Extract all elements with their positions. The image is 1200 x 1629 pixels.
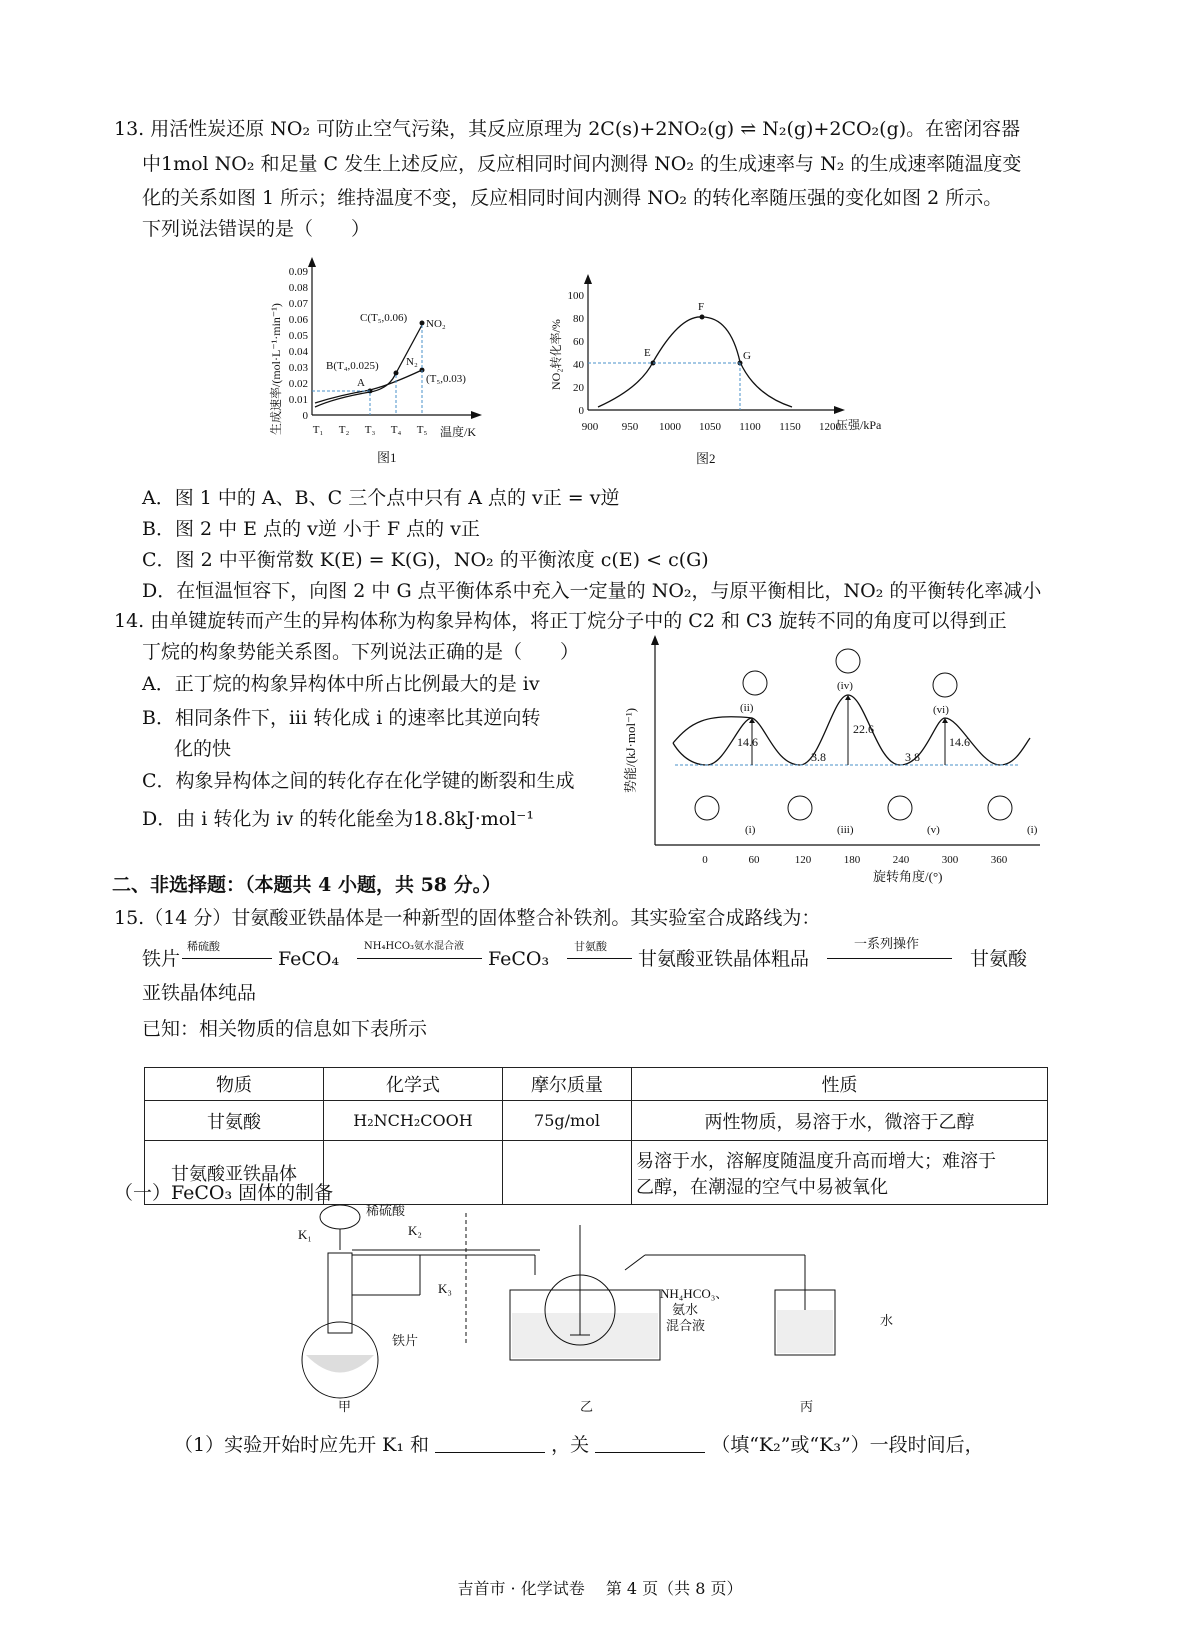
fig2-y-tick: 100 (567, 290, 584, 302)
q15-subquestion-1 (174, 1432, 984, 1458)
table-cell: 两性物质，易溶于水，微溶于乙醇 (632, 1101, 1048, 1141)
fig3-ylabel: 势能/(kJ·mol⁻¹) (623, 707, 638, 793)
fig1-y-tick: 0.04 (288, 346, 308, 358)
label-bing: 丙 (800, 1399, 814, 1414)
table-header: 物质 (145, 1068, 324, 1101)
route-step-4: 甘氨酸亚铁晶体粗品 (638, 948, 810, 970)
table-cell: 75g/mol (503, 1101, 632, 1141)
q15-line1: 15.（14 分）甘氨酸亚铁晶体是一种新型的固体整合补铁剂。其实验室合成路线为： (114, 907, 821, 929)
fig3-x-tick: 300 (941, 854, 959, 866)
q14-option-d: D．由 i 转化为 iv 的转化能垒为18.8kJ·mol⁻¹ (142, 808, 534, 830)
fig2-y-tick: 60 (573, 336, 584, 348)
fig1-y-tick: 0.03 (288, 362, 308, 374)
fig3-conf-vi: (vi) (933, 704, 949, 716)
figure-conformation (615, 633, 1045, 888)
fig2-x-tick: 1150 (779, 421, 801, 433)
fig3-conf-i: (i) (745, 824, 756, 836)
fig2-y-tick: 80 (573, 313, 584, 325)
sub1-part-b: ，关 (551, 1434, 590, 1456)
fig2-x-tick: 1200 (819, 421, 841, 433)
section-2-heading: 二、非选择题：（本题共 4 小题，共 58 分。） (112, 874, 502, 896)
label-mix-2: 氨水 (672, 1302, 699, 1317)
label-water: 水 (880, 1313, 894, 1328)
fig3-energy-2: 3.8 (811, 750, 826, 764)
fig2-y-tick: 20 (573, 382, 584, 394)
table-header: 化学式 (324, 1068, 503, 1101)
apparatus-diagram (280, 1195, 920, 1415)
label-jia: 甲 (338, 1399, 352, 1414)
fig2-caption: 图2 (696, 451, 716, 466)
label-k2: K₂ (408, 1223, 422, 1238)
label-yi: 乙 (580, 1399, 594, 1414)
label-k3: K₃ (438, 1281, 452, 1296)
q13-line3: 化的关系如图 1 所示；维持温度不变，反应相同时间内测得 NO₂ 的转化率随压强的变化如图 2 所示。 (142, 187, 1003, 209)
fig3-x-tick: 180 (843, 854, 861, 866)
q14-option-c: C．构象异构体之间的转化存在化学键的断裂和生成 (142, 770, 575, 792)
answer-blank-2[interactable] (595, 1434, 705, 1453)
fig1-y-tick: 0.07 (288, 298, 308, 310)
fig1-y-tick: 0.06 (288, 314, 308, 326)
fig2-x-tick: 900 (581, 421, 599, 433)
fig2-x-tick: 1000 (659, 421, 681, 433)
table-cell: 甘氨酸亚铁晶体 (145, 1141, 324, 1205)
q13-line2: 中1mol NO₂ 和足量 C 发生上述反应，反应相同时间内测得 NO₂ 的生成速率与 N₂ 的生成速率随温度变 (142, 153, 1022, 175)
fig1-label-B: B(T₄,0.025) (326, 360, 379, 372)
fig1-x-tick: T₃ (364, 424, 376, 436)
fig2-label-G: G (743, 350, 751, 362)
fig3-conf-v: (v) (927, 824, 940, 836)
q14-option-a: A．正丁烷的构象异构体中所占比例最大的是 iv (142, 673, 540, 695)
route-arrow-3-label: 甘氨酸 (574, 940, 607, 953)
fig1-label-N2: N₂ (406, 356, 418, 368)
property-line-1: 易溶于水，溶解度随温度升高而增大；难溶于 (636, 1150, 996, 1172)
property-line-2: 乙醇，在潮湿的空气中易被氧化 (636, 1176, 888, 1198)
fig2-x-tick: 950 (621, 421, 639, 433)
fig1-y-tick: 0 (302, 410, 308, 422)
fig3-x-tick: 240 (892, 854, 910, 866)
fig1-caption: 图1 (377, 450, 397, 465)
fig3-x-tick: 120 (794, 854, 812, 866)
route-arrow-2-label: NH₄HCO₃氨水混合液 (364, 941, 465, 952)
fig1-label-T5: (T₅,0.03) (426, 373, 466, 385)
fig3-x-tick: 60 (748, 854, 760, 866)
route-arrow-4-label: 一系列操作 (854, 937, 920, 952)
route-step-1: 铁片 (142, 948, 181, 970)
table-header: 性质 (632, 1068, 1048, 1101)
figure-2 (540, 270, 900, 470)
table-header-row (145, 1068, 1048, 1101)
fig3-x-tick: 360 (990, 854, 1008, 866)
fig1-x-tick: T₄ (390, 424, 402, 436)
fig2-x-tick: 1050 (699, 421, 721, 433)
fig3-conf-i-end: (i) (1027, 824, 1038, 836)
fig1-y-tick: 0.02 (288, 378, 308, 390)
table-header: 摩尔质量 (503, 1068, 632, 1101)
fig1-x-tick: T₁ (312, 424, 324, 436)
q13-line1: 13. 用活性炭还原 NO₂ 可防止空气污染，其反应原理为 2C(s)+2NO₂(g) ⇌ N₂(g)+2CO₂(g)。在密闭容器 (114, 118, 1021, 140)
q14-option-b-line1: B．相同条件下，iii 转化成 i 的速率比其逆向转 (142, 707, 541, 729)
fig1-label-NO2: NO₂ (426, 318, 446, 330)
route-step-3: FeCO₃ (488, 948, 550, 970)
fig2-ylabel: NO₂转化率/% (549, 319, 563, 390)
fig2-xlabel: 压强/kPa (836, 418, 882, 432)
q14-line2: 丁烷的构象势能关系图。下列说法正确的是（ ） (142, 641, 580, 663)
label-mix-1: NH₄HCO₃、 (660, 1286, 729, 1301)
fig1-xlabel: 温度/K (440, 425, 477, 439)
fig3-conf-iii: (iii) (837, 824, 854, 836)
label-iron: 铁片 (392, 1333, 419, 1348)
fig1-x-tick: T₂ (338, 424, 350, 436)
fig1-y-tick: 0.09 (288, 266, 308, 278)
fig3-energy-5: 14.6 (949, 735, 970, 749)
fig3-xlabel: 旋转角度/(°) (873, 869, 943, 884)
fig2-label-F: F (698, 301, 705, 313)
sub1-part-c: （填“K₂”或“K₃”）一段时间后， (711, 1434, 984, 1456)
route-step-5: 甘氨酸 (970, 948, 1028, 970)
fig3-energy-1: 14.6 (737, 735, 758, 749)
fig1-x-tick: T₅ (416, 424, 428, 436)
q15-known: 已知：相关物质的信息如下表所示 (142, 1018, 428, 1040)
table-row (145, 1101, 1048, 1141)
q15-part-1: （一）FeCO₃ 固体的制备 (114, 1182, 334, 1204)
fig1-y-tick: 0.05 (288, 330, 308, 342)
q13-option-c: C．图 2 中平衡常数 K(E) = K(G)，NO₂ 的平衡浓度 c(E) < c(G) (142, 549, 709, 571)
q13-option-d: D．在恒温恒容下，向图 2 中 G 点平衡体系中充入一定量的 NO₂，与原平衡相比，NO₂ 的平衡转化率减小 (142, 580, 1042, 602)
fig1-y-tick: 0.08 (288, 282, 308, 294)
sub1-part-a: （1）实验开始时应先开 K₁ 和 (174, 1434, 429, 1456)
q14-line1: 14. 由单键旋转而产生的异构体称为构象异构体，将正丁烷分子中的 C2 和 C3 旋转不同的角度可以得到正 (114, 610, 1007, 632)
fig2-y-tick: 0 (578, 405, 584, 417)
q13-option-a: A．图 1 中的 A、B、C 三个点中只有 A 点的 v正 = v逆 (142, 487, 620, 509)
fig1-y-tick: 0.01 (288, 394, 308, 406)
fig2-x-tick: 1100 (739, 421, 761, 433)
q14-option-b-line2: 化的快 (174, 738, 232, 760)
q13-line4: 下列说法错误的是（ ） (142, 218, 371, 240)
figure-1 (260, 255, 500, 470)
fig2-label-E: E (644, 347, 651, 359)
fig3-x-tick: 0 (702, 854, 708, 866)
route-step-2: FeCO₄ (278, 948, 340, 970)
label-mix-3: 混合液 (666, 1318, 706, 1333)
table-cell: H₂NCH₂COOH (324, 1101, 503, 1141)
route-step-6: 亚铁晶体纯品 (142, 982, 257, 1004)
fig1-label-C: C(T₅,0.06) (360, 312, 408, 324)
fig3-conf-iv: (iv) (837, 680, 853, 692)
synthesis-route (142, 937, 1042, 980)
q13-option-b: B．图 2 中 E 点的 v逆 小于 F 点的 v正 (142, 518, 480, 540)
fig3-conf-ii: (ii) (740, 702, 754, 714)
fig1-ylabel: 生成速率/(mol·L⁻¹·min⁻¹) (269, 303, 283, 435)
label-k1: K₁ (298, 1227, 312, 1242)
answer-blank-1[interactable] (435, 1434, 545, 1453)
table-cell: 甘氨酸 (145, 1101, 324, 1141)
fig3-energy-3: 22.6 (853, 722, 874, 736)
fig2-y-tick: 40 (573, 359, 584, 371)
route-arrow-1-label: 稀硫酸 (187, 940, 220, 953)
page-footer: 吉首市 · 化学试卷 第 4 页（共 8 页） (457, 1579, 743, 1598)
fig3-energy-4: 3.8 (905, 750, 920, 764)
fig1-label-A: A (357, 377, 365, 389)
label-dilute-acid: 稀硫酸 (366, 1203, 406, 1218)
